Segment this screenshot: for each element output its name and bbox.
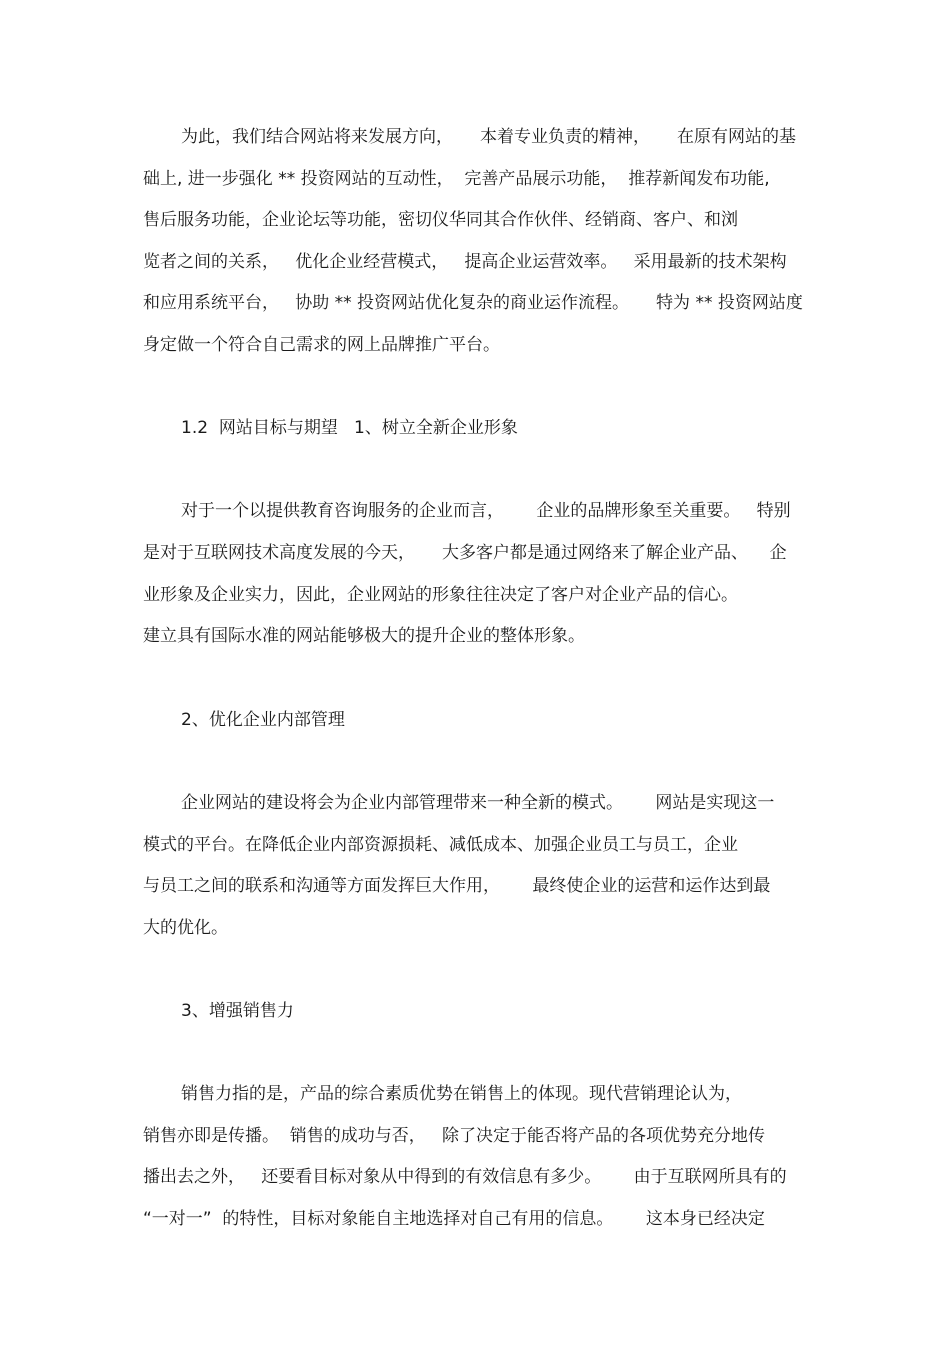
paragraph-4-line-2: 销售亦即是传播。 销售的成功与否， 除了决定于能否将产品的各项优势充分地传: [143, 1126, 766, 1146]
section-heading-1-2: 1.2 网站目标与期望 1、树立全新企业形象: [181, 418, 518, 438]
paragraph-1-line-4: 览者之间的关系， 优化企业经营模式， 提高企业运营效率。 采用最新的技术架构: [143, 252, 787, 272]
paragraph-4-line-4: “一对一” 的特性，目标对象能自主地选择对自己有用的信息。 这本身已经决定: [143, 1209, 765, 1229]
paragraph-3-line-3: 与员工之间的联系和沟通等方面发挥巨大作用， 最终使企业的运营和运作达到最: [143, 876, 771, 896]
paragraph-3-line-4: 大的优化。: [143, 918, 228, 938]
paragraph-3-line-1: 企业网站的建设将会为企业内部管理带来一种全新的模式。 网站是实现这一: [181, 793, 775, 813]
paragraph-1-line-1: 为此，我们结合网站将来发展方向， 本着专业负责的精神， 在原有网站的基: [181, 127, 797, 147]
paragraph-3-line-2: 模式的平台。在降低企业内部资源损耗、减低成本、加强企业员工与员工，企业: [143, 835, 738, 855]
paragraph-1-line-2: 础上, 进一步强化 ** 投资网站的互动性， 完善产品展示功能， 推荐新闻发布功能,: [143, 169, 770, 189]
paragraph-2-line-1: 对于一个以提供教育咨询服务的企业而言， 企业的品牌形象至关重要。 特别: [181, 501, 791, 521]
paragraph-2-line-2: 是对于互联网技术高度发展的今天， 大多客户都是通过网络来了解企业产品、 企: [143, 543, 787, 563]
section-heading-3: 3、增强销售力: [181, 1001, 294, 1021]
section-heading-2: 2、优化企业内部管理: [181, 710, 345, 730]
paragraph-4-line-3: 播出去之外， 还要看目标对象从中得到的有效信息有多少。 由于互联网所具有的: [143, 1167, 787, 1187]
paragraph-2-line-3: 业形象及企业实力，因此，企业网站的形象往往决定了客户对企业产品的信心。: [143, 585, 738, 605]
paragraph-4-line-1: 销售力指的是，产品的综合素质优势在销售上的体现。现代营销理论认为，: [181, 1084, 742, 1104]
paragraph-1-line-6: 身定做一个符合自己需求的网上品牌推广平台。: [143, 335, 500, 355]
paragraph-2-line-4: 建立具有国际水准的网站能够极大的提升企业的整体形象。: [143, 626, 585, 646]
paragraph-1-line-3: 售后服务功能，企业论坛等功能，密切仪华同其合作伙伴、经销商、客户、和浏: [143, 210, 738, 230]
paragraph-1-line-5: 和应用系统平台， 协助 ** 投资网站优化复杂的商业运作流程。 特为 ** 投资网站度: [143, 293, 803, 313]
